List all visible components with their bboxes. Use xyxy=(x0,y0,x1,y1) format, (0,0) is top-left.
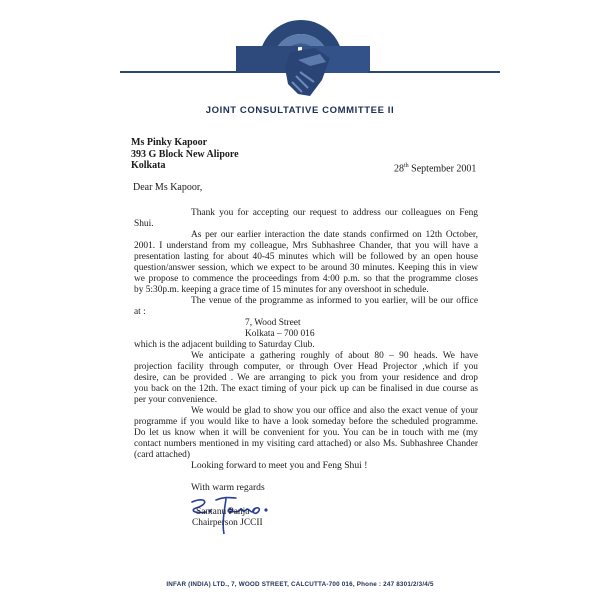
body-line: contact numbers mentioned in my visiting card attached) or also Ms. Subhashree Chander xyxy=(134,439,478,449)
salutation: Dear Ms Kapoor, xyxy=(133,182,203,193)
recipient-name: Ms Pinky Kapoor xyxy=(131,137,208,148)
organization-title: JOINT CONSULTATIVE COMMITTEE II xyxy=(205,105,395,116)
signer-name: Santanu Panja xyxy=(196,507,250,517)
closing xyxy=(191,460,367,493)
body-line: 2001. I understand from my colleague, Mrs Subhashree Chander, that you will have a xyxy=(134,241,478,251)
body-line: (card attached) xyxy=(134,450,190,460)
date-month-year: September 2001 xyxy=(408,163,477,175)
body-line: The venue of the programme as informed to you earlier, will be our office xyxy=(191,296,478,306)
body-line: desire, can be provided . We are arranging to pick you from your residence and drop xyxy=(134,373,478,383)
body-line: programme if you would like to have a look someday before the scheduled programme. xyxy=(134,417,478,427)
body-line: by 5:30p.m. keeping a grace time of 15 minutes for any overshoot in schedule. xyxy=(134,285,429,295)
body-line: which is the adjacent building to Saturday Club. xyxy=(134,340,315,350)
body-line: We anticipate a gathering roughly of about 80 – 90 heads. We have xyxy=(191,351,478,361)
letter-body xyxy=(134,208,478,461)
recipient-street: 393 G Block New Alipore xyxy=(131,148,239,160)
date-day: 28 xyxy=(394,163,404,175)
letterhead-footer: INFAR (INDIA) LTD., 7, WOOD STREET, CALCUTTA-700 016, Phone : 247 8301/2/3/4/5 xyxy=(166,581,434,588)
body-line: Thank you for accepting our request to address our colleagues on Feng xyxy=(191,208,478,218)
body-line: we propose to commence the proceedings from 4:00 p.m. so that the programme closes xyxy=(134,274,478,284)
body-line: Shui. xyxy=(134,219,154,229)
venue-city: Kolkata – 700 016 xyxy=(245,329,315,339)
signer-title: Chairperson JCCII xyxy=(192,517,263,528)
venue-street: 7, Wood Street xyxy=(245,318,301,328)
body-line: question/answer session, which we expect to be around 30 minutes. Keeping this in view xyxy=(134,263,478,273)
letter-date xyxy=(394,163,476,174)
body-line: per your convenience. xyxy=(134,395,218,405)
letterhead-rule-right xyxy=(368,71,500,73)
closing-line: Looking forward to meet you and Feng Shui ! xyxy=(191,460,368,471)
body-line: presentation lasting for about 40-45 minutes which will be followed by an open house xyxy=(134,252,478,262)
recipient-city: Kolkata xyxy=(131,160,166,171)
handshake-logo xyxy=(230,0,375,105)
date-suffix: th xyxy=(404,163,409,169)
signer-block xyxy=(192,507,263,528)
letterhead-rule-left xyxy=(120,71,238,73)
body-line: Do let us know when it will be convenient for you. You can be in touch with me (my xyxy=(134,428,478,438)
body-line: at : xyxy=(134,307,146,317)
body-line: As per our earlier interaction the date stands confirmed on 12th October, xyxy=(191,230,478,240)
body-line: you back on the 12th. The exact timing of your pick up can be finalised in due course as xyxy=(134,384,478,394)
body-line: We would be glad to show you our office and also the exact venue of your xyxy=(191,406,478,416)
recipient-address xyxy=(131,137,239,172)
regards: With warm regards xyxy=(191,482,265,493)
body-line: projection facility through computer, or through Over Head Projector ,which if you xyxy=(134,362,478,372)
